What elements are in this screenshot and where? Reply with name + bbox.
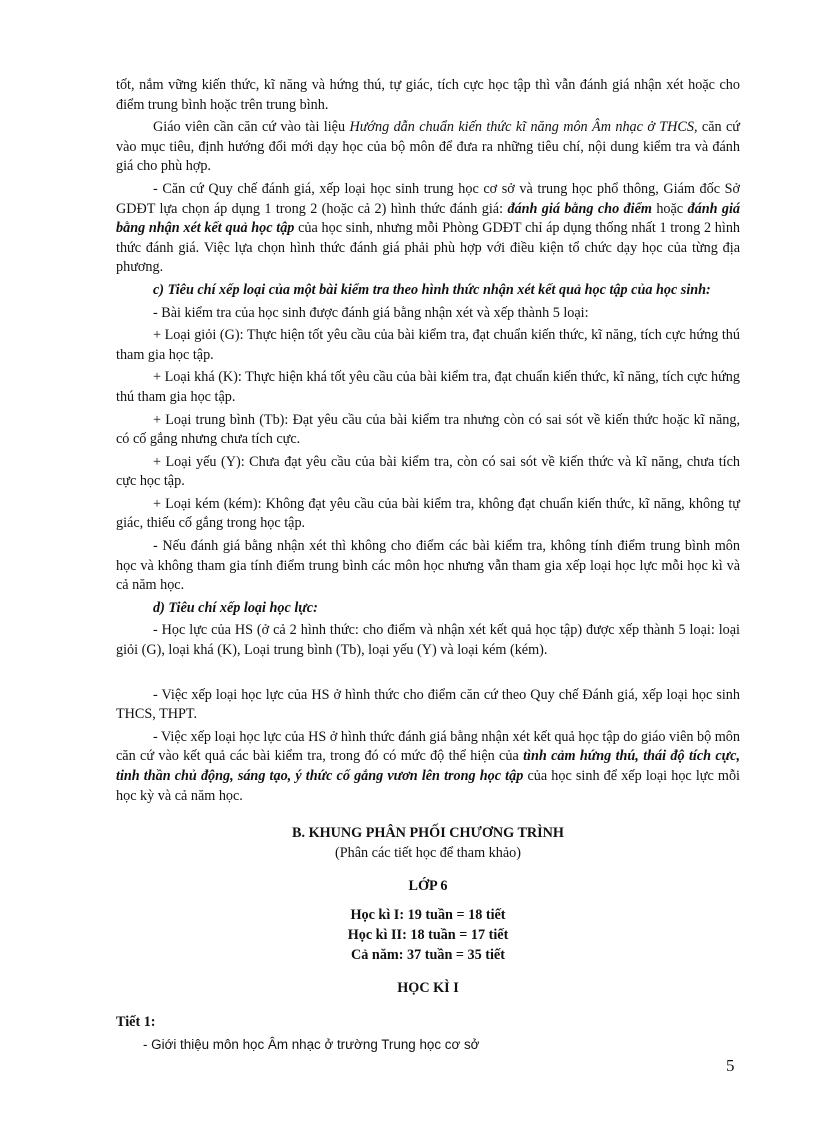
lesson-item: - Giới thiệu môn học Âm nhạc ở trường Trung học cơ sở — [143, 1037, 480, 1053]
section-b-title: B. KHUNG PHÂN PHỐI CHƯƠNG TRÌNH — [292, 825, 564, 842]
text-run: - Căn cứ Quy chế đánh giá, xếp loại học sinh trung học cơ sở và trung học phổ thông, Giám đốc Sở GDĐT lựa chọn áp dụng 1 trong 2 (hoặc cả 2) hình thức đánh giá: — [116, 180, 740, 217]
text-run: của học sinh, nhưng mỗi Phòng GDĐT chỉ áp dụng thống nhất 1 trong 2 hình thức đánh giá. Việc lựa chọn hình thức đánh giá phải phù hợp với điều kiện tổ chức dạy học của từng địa phương. — [116, 220, 741, 276]
list-item: - Nếu đánh giá bằng nhận xét thì không cho điểm các bài kiểm tra, không tính điểm trung bình môn học và không tham gia tính điểm trung bình các môn học nhưng vẫn tham gia xếp loại học lực mỗi học kì và cả năm học. — [116, 538, 740, 594]
term-2-summary: Học kì II: 18 tuần = 17 tiết — [347, 926, 509, 943]
year-summary: Cả năm: 37 tuần = 35 tiết — [351, 946, 505, 963]
text-run: Giáo viên cần căn cứ vào tài liệu — [153, 119, 350, 136]
emphasis-attitude: tình cảm hứng thú, thái độ tích cực, tinh thần chủ động, sáng tạo, ý thức cố gắng vươn lên trong học tập — [116, 748, 740, 784]
grade-heading: LỚP 6 — [408, 878, 448, 895]
list-item — [116, 728, 740, 806]
list-item: + Loại trung bình (Tb): Đạt yêu cầu của bài kiểm tra nhưng còn có sai sót về kiến thức hoặc kĩ năng, có cố gắng nhưng chưa tích cực. — [116, 411, 740, 448]
list-item: + Loại kém (kém): Không đạt yêu cầu của bài kiểm tra, không đạt chuẩn kiến thức, kĩ năng, không tự giác, thiếu cố gắng trong học tập. — [116, 495, 740, 532]
paragraph-teacher-guidance — [116, 118, 740, 177]
term-1-summary: Học kì I: 19 tuần = 18 tiết — [350, 906, 506, 923]
list-item: + Loại yếu (Y): Chưa đạt yêu cầu của bài kiểm tra, còn có sai sót về kiến thức và kĩ năng, chưa tích cực học tập. — [116, 453, 740, 490]
text-run: hoặc — [651, 200, 688, 217]
list-item: - Bài kiểm tra của học sinh được đánh giá bằng nhận xét và xếp thành 5 loại: — [153, 304, 589, 321]
lesson-label: Tiết 1: — [116, 1013, 156, 1030]
document-body — [116, 76, 740, 1055]
heading-c: c) Tiêu chí xếp loại của một bài kiểm tra theo hình thức nhận xét kết quả học tập của học sinh: — [153, 281, 711, 298]
document-title-italic: Hướng dẫn chuẩn kiến thức kĩ năng môn Âm nhạc ở THCS — [349, 119, 694, 136]
emphasis-comment: đánh giá bằng nhận xét kết quả học tập — [116, 200, 740, 237]
text-run: - Việc xếp loại học lực của HS ở hình thức đánh giá bằng nhận xét kết quả học tập do giáo viên bộ môn căn cứ vào kết quả các bài kiểm tra, trong đó có mức độ thể hiện của — [116, 728, 740, 765]
list-item: + Loại giỏi (G): Thực hiện tốt yêu cầu của bài kiểm tra, đạt chuẩn kiến thức, kĩ năng, tích cực hứng thú tham gia học tập. — [116, 327, 740, 363]
text-run: , căn cứ vào mục tiêu, định hướng đổi mới dạy học của bộ môn để đưa ra những tiêu chí, nội dung kiểm tra và đánh giá cho phù hợp. — [116, 119, 740, 175]
emphasis-score: đánh giá bằng cho điểm — [507, 200, 652, 217]
heading-d: d) Tiêu chí xếp loại học lực: — [153, 599, 318, 616]
page-number: 5 — [726, 1056, 735, 1075]
paragraph-regulation — [116, 180, 740, 278]
list-item: + Loại khá (K): Thực hiện khá tốt yêu cầu của bài kiểm tra, đạt chuẩn kiến thức, kĩ năng, tích cực hứng thú tham gia học tập. — [116, 369, 740, 405]
text-run: của học sinh để xếp loại học lực mỗi học kỳ và cả năm học. — [116, 768, 740, 804]
paragraph-continuation: tốt, nắm vững kiến thức, kĩ năng và hứng thú, tự giác, tích cực học tập thì vẫn đánh giá nhận xét hoặc cho điểm trung bình hoặc trên trung bình. — [116, 77, 740, 113]
section-b-subtitle: (Phân các tiết học để tham khảo) — [335, 844, 521, 861]
list-item: - Học lực của HS (ở cả 2 hình thức: cho điểm và nhận xét kết quả học tập) được xếp thành 5 loại: loại giỏi (G), loại khá (K), Loại trung bình (Tb), loại yếu (Y) và loại kém (kém). — [116, 622, 740, 659]
list-item: - Việc xếp loại học lực của HS ở hình thức cho điểm căn cứ theo Quy chế Đánh giá, xếp loại học sinh THCS, THPT. — [116, 686, 740, 723]
semester-heading: HỌC KÌ I — [397, 979, 459, 996]
